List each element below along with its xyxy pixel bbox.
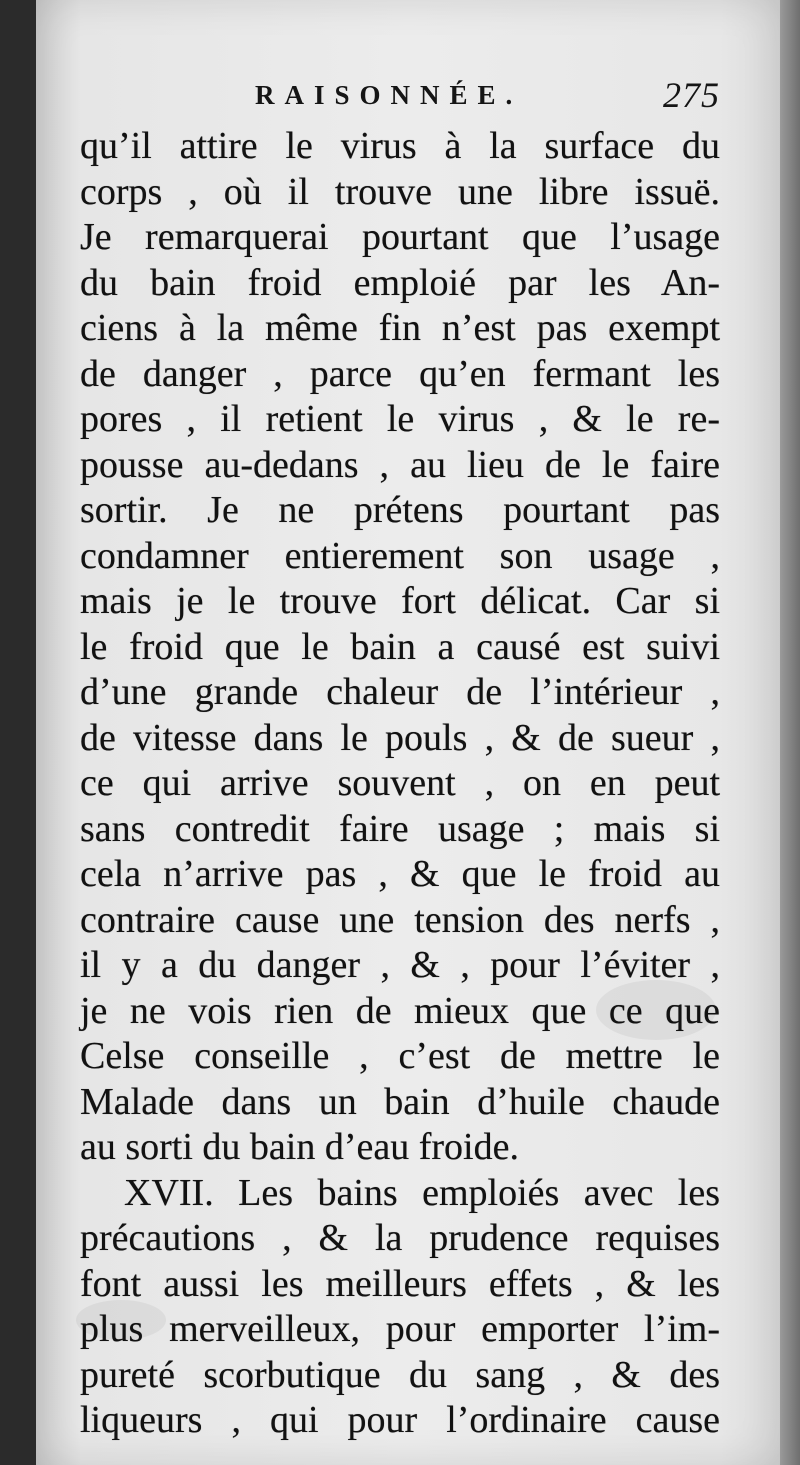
page-header	[80, 72, 720, 124]
body-text	[80, 124, 720, 1444]
text-line: corps , où il trouve une libre issuë.	[80, 170, 720, 213]
text-line: du bain froid emploié par les An-	[80, 261, 720, 304]
page-edge	[780, 0, 800, 1465]
page-number: 275	[663, 75, 720, 115]
text-line: font aussi les meilleurs effets , & les	[80, 1262, 720, 1305]
text-line: Je remarquerai pourtant que l’usage	[80, 216, 720, 258]
text-line: contraire cause une tension des nerfs ,	[80, 898, 720, 941]
text-line: le froid que le bain a causé est suivi	[80, 625, 720, 668]
text-line: Malade dans un bain d’huile chaude	[80, 1080, 720, 1123]
text-line: je ne vois rien de mieux que ce que	[80, 989, 720, 1032]
running-head: RAISONNÉE.	[255, 80, 523, 110]
text-line: Celse conseille , c’est de mettre le	[80, 1035, 720, 1077]
text-line: ce qui arrive souvent , on en peut	[80, 762, 720, 804]
text-line: condamner entierement son usage ,	[80, 534, 720, 577]
text-line: cela n’arrive pas , & que le froid au	[80, 853, 720, 895]
section-start-line: XVII. Les bains emploiés avec les	[124, 1171, 720, 1214]
text-line: sans contredit faire usage ; mais si	[80, 807, 720, 850]
text-line: sortir. Je ne prétens pourtant pas	[80, 489, 720, 531]
text-line: plus merveilleux, pour emporter l’im-	[80, 1308, 720, 1350]
text-line: pureté scorbutique du sang , & des	[80, 1353, 720, 1396]
text-line: pores , il retient le virus , & le re-	[80, 398, 720, 440]
text-line: ciens à la même fin n’est pas exempt	[80, 307, 720, 349]
text-line: mais je le trouve fort délicat. Car si	[80, 580, 720, 622]
text-line: liqueurs , qui pour l’ordinaire cause	[80, 1399, 720, 1441]
text-line: précautions , & la prudence requises	[80, 1217, 720, 1259]
text-line: pousse au-dedans , au lieu de le faire	[80, 443, 720, 486]
text-line: qu’il attire le virus à la surface du	[80, 125, 720, 167]
text-line: d’une grande chaleur de l’intérieur ,	[80, 671, 720, 713]
text-line: au sorti du bain d’eau froide.	[80, 1126, 519, 1168]
text-line: de danger , parce qu’en fermant les	[80, 352, 720, 395]
text-line: il y a du danger , & , pour l’éviter ,	[80, 944, 720, 986]
text-line: de vitesse dans le pouls , & de sueur ,	[80, 716, 720, 759]
